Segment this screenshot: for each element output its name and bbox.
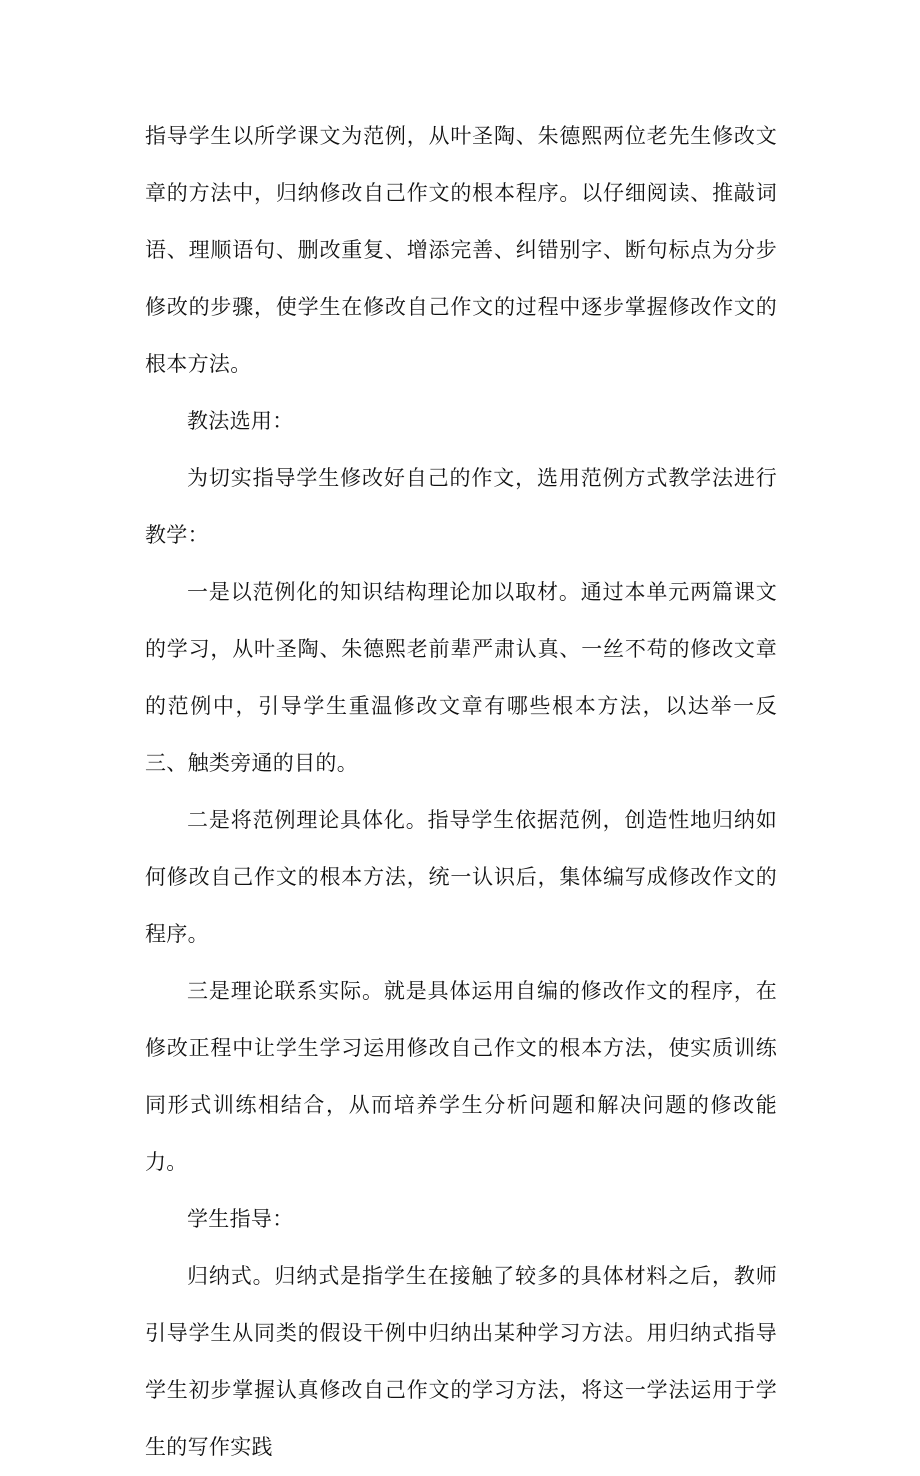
paragraph-method-three: 三是理论联系实际。就是具体运用自编的修改作文的程序，在修改正程中让学生学习运用修改自己作文的根本方法，使实质训练同形式训练相结合，从而培养学生分析问题和解决问题的修改能力。 (145, 979, 777, 1174)
heading-student-guidance: 学生指导： (187, 1207, 294, 1231)
heading-teaching-method: 教法选用： (187, 409, 294, 433)
paragraph-method-overview: 为切实指导学生修改好自己的作文，选用范例方式教学法进行教学： (145, 466, 777, 547)
paragraph-inductive: 归纳式。归纳式是指学生在接触了较多的具体材料之后，教师引导学生从同类的假设干例中归纳出某种学习方法。用归纳式指导学生初步掌握认真修改自己作文的学习方法，将这一学法运用于学生的写作实践 (145, 1264, 777, 1459)
paragraph-intro: 指导学生以所学课文为范例，从叶圣陶、朱德熙两位老先生修改文章的方法中，归纳修改自己作文的根本程序。以仔细阅读、推敲词语、理顺语句、删改重复、增添完善、纠错别字、断句标点为分步修改的步骤，使学生在修改自己作文的过程中逐步掌握修改作文的根本方法。 (145, 124, 777, 376)
paragraph-method-one: 一是以范例化的知识结构理论加以取材。通过本单元两篇课文的学习，从叶圣陶、朱德熙老前辈严肃认真、一丝不苟的修改文章的范例中，引导学生重温修改文章有哪些根本方法，以达举一反三、触类旁通的目的。 (145, 580, 777, 775)
paragraph-method-two: 二是将范例理论具体化。指导学生依据范例，创造性地归纳如何修改自己作文的根本方法，统一认识后，集体编写成修改作文的程序。 (145, 808, 777, 946)
document-body (145, 108, 777, 1476)
